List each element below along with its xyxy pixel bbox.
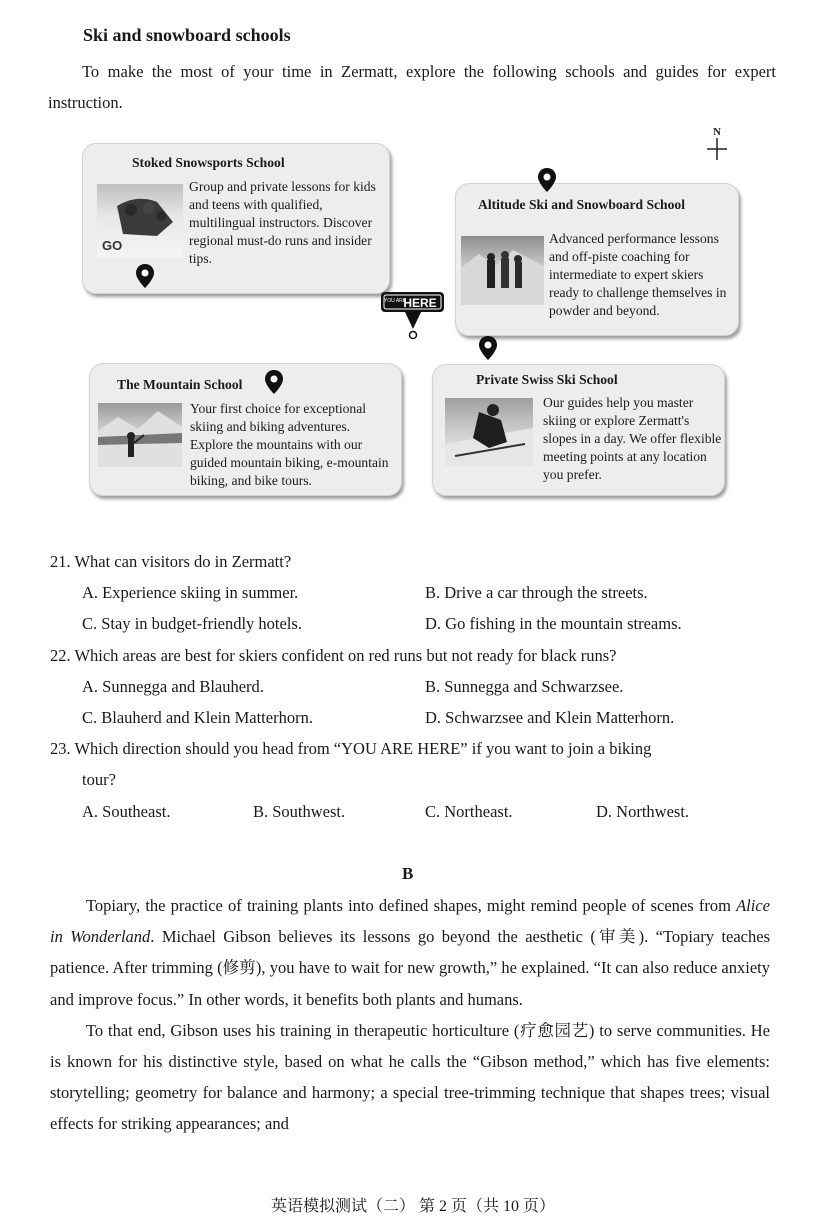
map-pin-icon — [264, 369, 284, 395]
compass-label: N — [713, 126, 721, 138]
you-are-here-marker — [380, 291, 446, 341]
school-name: Altitude Ski and Snowboard School — [478, 197, 685, 212]
question-23-stem-cont: tour? — [82, 770, 116, 789]
school-description: Advanced performance lessons and off-piste coaching for intermediate to expert skiers ready to challenge themselves in powder and beyond. — [549, 231, 727, 318]
option-22-c[interactable]: C. Blauherd and Klein Matterhorn. — [82, 708, 313, 727]
question-number: 23. — [50, 739, 71, 758]
question-number: 21. — [50, 552, 71, 571]
question-text: What can visitors do in Zermatt? — [74, 552, 292, 571]
school-photo — [98, 403, 182, 467]
passage-paragraph-2: To that end, Gibson uses his training in therapeutic horticulture (疗愈园艺) to serve communities. He is known for his distinctive style, based on what he calls the “Gibson method,” which has five elements: storytelling; geometry for balance and harmony; a special tree-trimming technique that shapes trees; visual effects for striking appearances; and — [50, 1020, 770, 1134]
question-text: Which areas are best for skiers confident on red runs but not ready for black runs? — [74, 646, 617, 665]
book-title: Alice in Wonderland — [50, 896, 770, 947]
school-photo — [461, 236, 544, 305]
compass-north-icon — [703, 124, 731, 164]
option-23-b[interactable]: B. Southwest. — [253, 802, 346, 821]
school-name: The Mountain School — [117, 377, 243, 392]
page-footer: 英语模拟测试（二） 第 2 页（共 10 页） — [270, 1198, 555, 1215]
photo-caption: GO — [102, 238, 123, 253]
question-21-stem — [50, 552, 291, 572]
question-22-stem — [50, 646, 616, 666]
map-pin-icon — [135, 263, 155, 289]
section-b-passage — [50, 890, 770, 1140]
p1-start: Topiary, the practice of training plants into defined shapes, might remind people of scenes from — [86, 896, 737, 915]
school-description: Your first choice for exceptional skiing and biking adventures. Explore the mountains with our guided mountain biking, e-mountain biking, and bike tours. — [190, 401, 389, 488]
school-description: Group and private lessons for kids and teens with qualified, multilingual instructors. Discover regional must-do runs and insider tips. — [189, 179, 376, 266]
school-card-stoked — [82, 143, 390, 294]
school-description: Our guides help you master skiing or explore Zermatt's slopes in a day. We offer flexible meeting points at any location you prefer. — [543, 395, 722, 482]
school-name: Stoked Snowsports School — [132, 155, 285, 170]
passage-paragraph-1 — [50, 890, 770, 1015]
here-label: HERE — [403, 296, 437, 310]
question-text: Which direction should you head from “YOU ARE HERE” if you want to join a biking — [74, 739, 652, 758]
option-21-b[interactable]: B. Drive a car through the streets. — [425, 583, 648, 602]
school-name: Private Swiss Ski School — [476, 372, 618, 387]
question-number: 22. — [50, 646, 71, 665]
school-photo — [445, 398, 533, 466]
option-23-c[interactable]: C. Northeast. — [425, 802, 513, 821]
option-21-d[interactable]: D. Go fishing in the mountain streams. — [425, 614, 682, 633]
school-card-altitude — [455, 183, 739, 336]
question-23-stem — [50, 739, 651, 759]
you-are-label: YOU ARE — [383, 298, 407, 304]
option-22-a[interactable]: A. Sunnegga and Blauherd. — [82, 677, 264, 696]
section-title: Ski and snowboard schools — [83, 25, 291, 45]
option-21-c[interactable]: C. Stay in budget-friendly hotels. — [82, 614, 302, 633]
intro-paragraph: To make the most of your time in Zermatt, explore the following schools and guides for expert instruction. — [48, 62, 776, 112]
school-card-private-swiss — [432, 364, 725, 496]
option-23-a[interactable]: A. Southeast. — [82, 802, 171, 821]
section-b-label: B — [402, 864, 414, 883]
map-pin-icon — [478, 335, 498, 361]
option-22-d[interactable]: D. Schwarzsee and Klein Matterhorn. — [425, 708, 675, 727]
p1-end: . Michael Gibson believes its lessons go beyond the aesthetic (审美). “Topiary teaches patience. After trimming (修剪), you have to wait for new growth,” he explained. “It can also reduce anxiety and improve focus.” In other words, it benefits both plants and humans. — [50, 927, 770, 1009]
school-card-mountain — [89, 363, 402, 496]
option-22-b[interactable]: B. Sunnegga and Schwarzsee. — [425, 677, 624, 696]
map-pin-icon — [537, 167, 557, 193]
option-23-d[interactable]: D. Northwest. — [596, 802, 690, 821]
option-21-a[interactable]: A. Experience skiing in summer. — [82, 583, 299, 602]
school-photo — [97, 184, 183, 258]
